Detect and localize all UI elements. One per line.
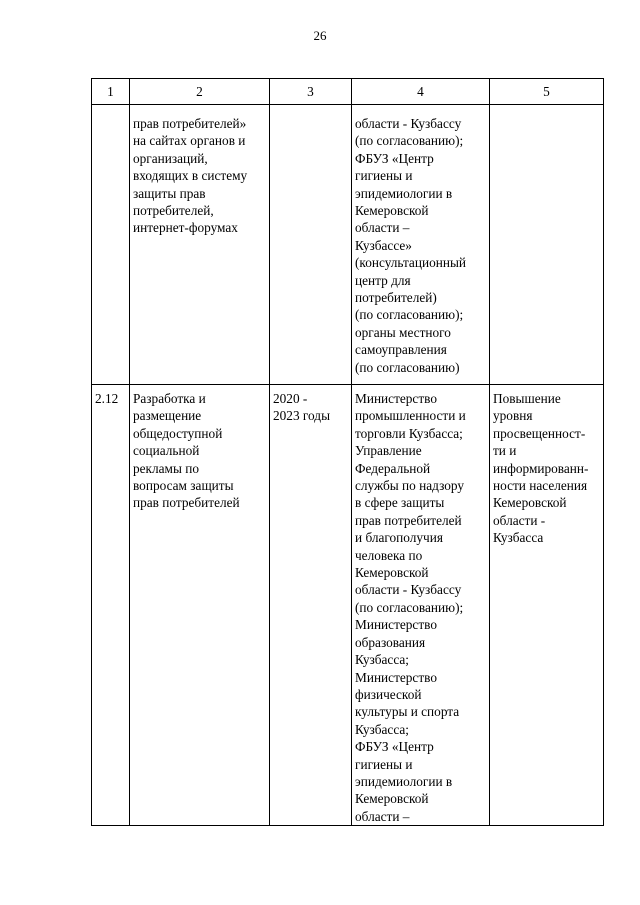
executor-line: прав потребителей — [355, 512, 462, 528]
executor-line: службы по надзору — [355, 478, 465, 494]
activity-line: Разработка и — [133, 391, 206, 406]
executor-line: эпидемиологии в — [355, 185, 453, 201]
row-number-cell: 2.12 — [92, 385, 130, 826]
activity-line: организаций, — [133, 150, 208, 166]
period-cell — [270, 105, 352, 385]
header-col-4: 4 — [352, 79, 490, 105]
executor-line: области – — [355, 808, 410, 824]
activity-line: вопросам защиты — [133, 478, 234, 494]
table-row — [92, 385, 604, 826]
executors-cell — [352, 385, 490, 826]
executor-line: человека по — [355, 547, 423, 563]
result-cell — [490, 105, 604, 385]
executor-line: образования — [355, 634, 426, 650]
activity-line: размещение — [133, 408, 202, 424]
executor-line: в сфере защиты — [355, 495, 445, 511]
executor-line: Кузбасса; — [355, 652, 409, 668]
executor-line: Федеральной — [355, 460, 431, 476]
executor-line: ФБУЗ «Центр — [355, 150, 434, 166]
executor-line: (по согласованию) — [355, 359, 460, 375]
result-line: ти и — [493, 443, 517, 459]
activity-cell — [130, 105, 270, 385]
header-col-2: 2 — [130, 79, 270, 105]
executor-line: органы местного — [355, 324, 451, 340]
result-line: Повышение — [493, 391, 561, 406]
result-line: просвещенност- — [493, 425, 586, 441]
executor-line: Кузбассе» — [355, 237, 412, 253]
executor-line: области – — [355, 220, 410, 236]
executor-line: потребителей) — [355, 290, 437, 306]
activity-line: социальной — [133, 443, 200, 459]
activity-line: на сайтах органов и — [133, 133, 246, 149]
activity-line: общедоступной — [133, 425, 223, 441]
executor-line: Кузбасса; — [355, 721, 409, 737]
plan-table — [91, 78, 604, 826]
page-number: 26 — [313, 28, 327, 43]
executor-line: (по согласованию); — [355, 133, 464, 149]
result-line: Кемеровской — [493, 495, 567, 511]
result-cell — [490, 385, 604, 826]
executor-line: торговли Кузбасса; — [355, 425, 463, 441]
executor-line: Министерство — [355, 669, 437, 685]
executor-line: эпидемиологии в — [355, 773, 453, 789]
executor-line: промышленности и — [355, 408, 466, 424]
table-header-row — [92, 79, 604, 105]
executor-line: Министерство — [355, 617, 437, 633]
result-line: Кузбасса — [493, 530, 544, 546]
activity-line: интернет-форумах — [133, 220, 238, 236]
header-col-1: 1 — [92, 79, 130, 105]
executor-line: и благополучия — [355, 530, 443, 546]
result-line: области - — [493, 512, 546, 528]
executor-line: Кемеровской — [355, 203, 429, 219]
activity-cell — [130, 385, 270, 826]
executor-line: области - Кузбассу — [355, 582, 462, 598]
period-line: 2020 - — [273, 391, 308, 406]
executor-line: самоуправления — [355, 342, 447, 358]
row-number-cell — [92, 105, 130, 385]
executor-line: (консультационный — [355, 255, 466, 271]
period-line: 2023 годы — [273, 408, 331, 424]
executor-line: Министерство — [355, 391, 437, 406]
result-line: ности населения — [493, 478, 588, 494]
result-line: уровня — [493, 408, 533, 424]
header-col-5: 5 — [490, 79, 604, 105]
header-col-3: 3 — [270, 79, 352, 105]
activity-line: защиты прав — [133, 185, 206, 201]
activity-line: прав потребителей — [133, 495, 240, 511]
activity-line: входящих в систему — [133, 168, 248, 184]
executor-line: центр для — [355, 272, 411, 288]
executor-line: культуры и спорта — [355, 704, 460, 720]
executor-line: гигиены и — [355, 168, 413, 184]
executor-line: ФБУЗ «Центр — [355, 739, 434, 755]
period-cell — [270, 385, 352, 826]
table-row — [92, 105, 604, 385]
activity-line: рекламы по — [133, 460, 199, 476]
executor-line: Кемеровской — [355, 565, 429, 581]
activity-line: прав потребителей» — [133, 116, 247, 131]
executor-line: физической — [355, 686, 422, 702]
activity-line: потребителей, — [133, 203, 214, 219]
executor-line: области - Кузбассу — [355, 116, 462, 131]
executor-line: Управление — [355, 443, 422, 459]
executor-line: Кемеровской — [355, 791, 429, 807]
result-line: информированн- — [493, 460, 589, 476]
executor-line: (по согласованию); — [355, 307, 464, 323]
executors-cell — [352, 105, 490, 385]
executor-line: (по согласованию); — [355, 599, 464, 615]
executor-line: гигиены и — [355, 756, 413, 772]
